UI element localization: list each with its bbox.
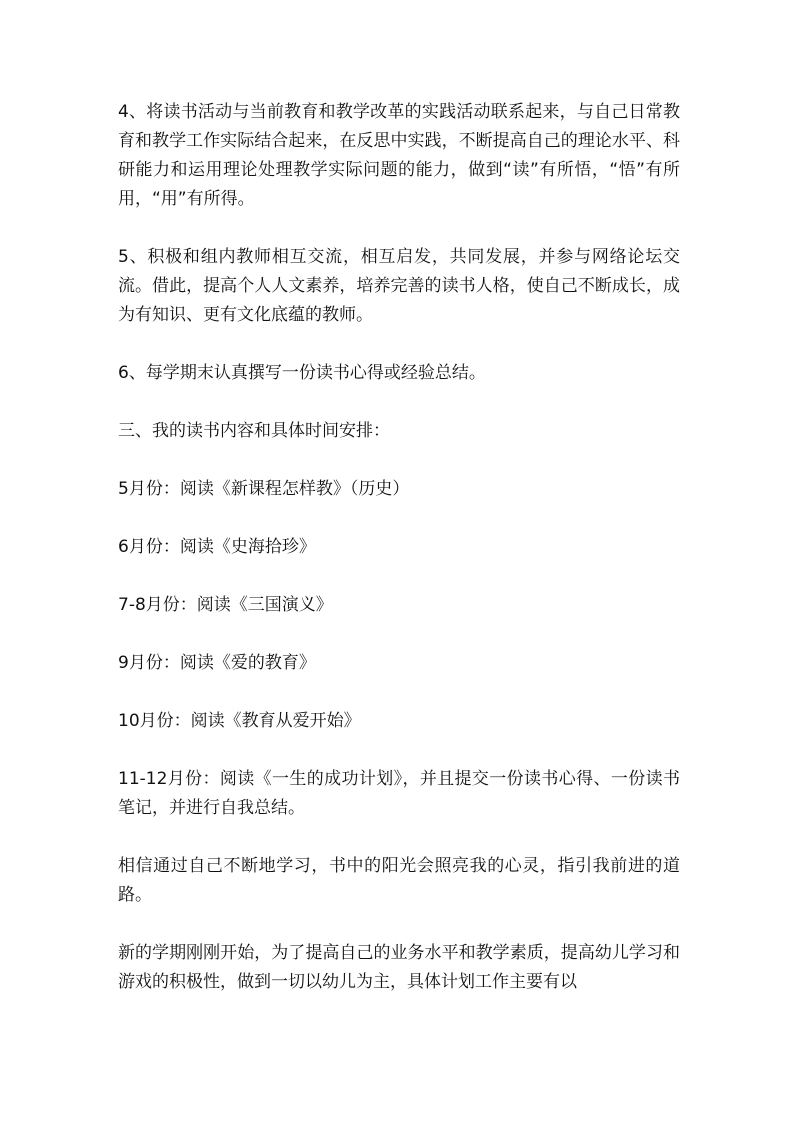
schedule-june: 6月份：阅读《史海拾珍》 <box>118 537 316 557</box>
document-body <box>118 98 680 997</box>
paragraph-item-5: 5、积极和组内教师相互交流，相互启发，共同发展，并参与网络论坛交流。借此，提高个人人文素养，培养完善的读书人格，使自己不断成长，成为有知识、更有文化底蕴的教师。 <box>118 247 680 325</box>
paragraph-item-6: 6、每学期末认真撰写一份读书心得或经验总结。 <box>118 363 486 383</box>
paragraph-item-4: 4、将读书活动与当前教育和教学改革的实践活动联系起来，与自己日常教育和教学工作实际结合起来，在反思中实践，不断提高自己的理论水平、科研能力和运用理论处理教学实际问题的能力，做到“读”有所悟，“悟”有所用，“用”有所得。 <box>118 102 680 209</box>
schedule-november-december: 11-12月份：阅读《一生的成功计划》，并且提交一份读书心得、一份读书笔记，并进行自我总结。 <box>118 769 680 818</box>
new-semester-paragraph: 新的学期刚刚开始，为了提高自己的业务水平和教学素质，提高幼儿学习和游戏的积极性，做到一切以幼儿为主，具体计划工作主要有以 <box>118 943 680 992</box>
schedule-september: 9月份：阅读《爱的教育》 <box>118 653 316 673</box>
section-heading: 三、我的读书内容和具体时间安排： <box>118 421 390 441</box>
closing-paragraph: 相信通过自己不断地学习，书中的阳光会照亮我的心灵，指引我前进的道路。 <box>118 856 680 905</box>
schedule-july-august: 7-8月份：阅读《三国演义》 <box>118 595 333 615</box>
schedule-october: 10月份：阅读《教育从爱开始》 <box>118 711 361 731</box>
schedule-may: 5月份：阅读《新课程怎样教》（历史） <box>118 479 410 499</box>
